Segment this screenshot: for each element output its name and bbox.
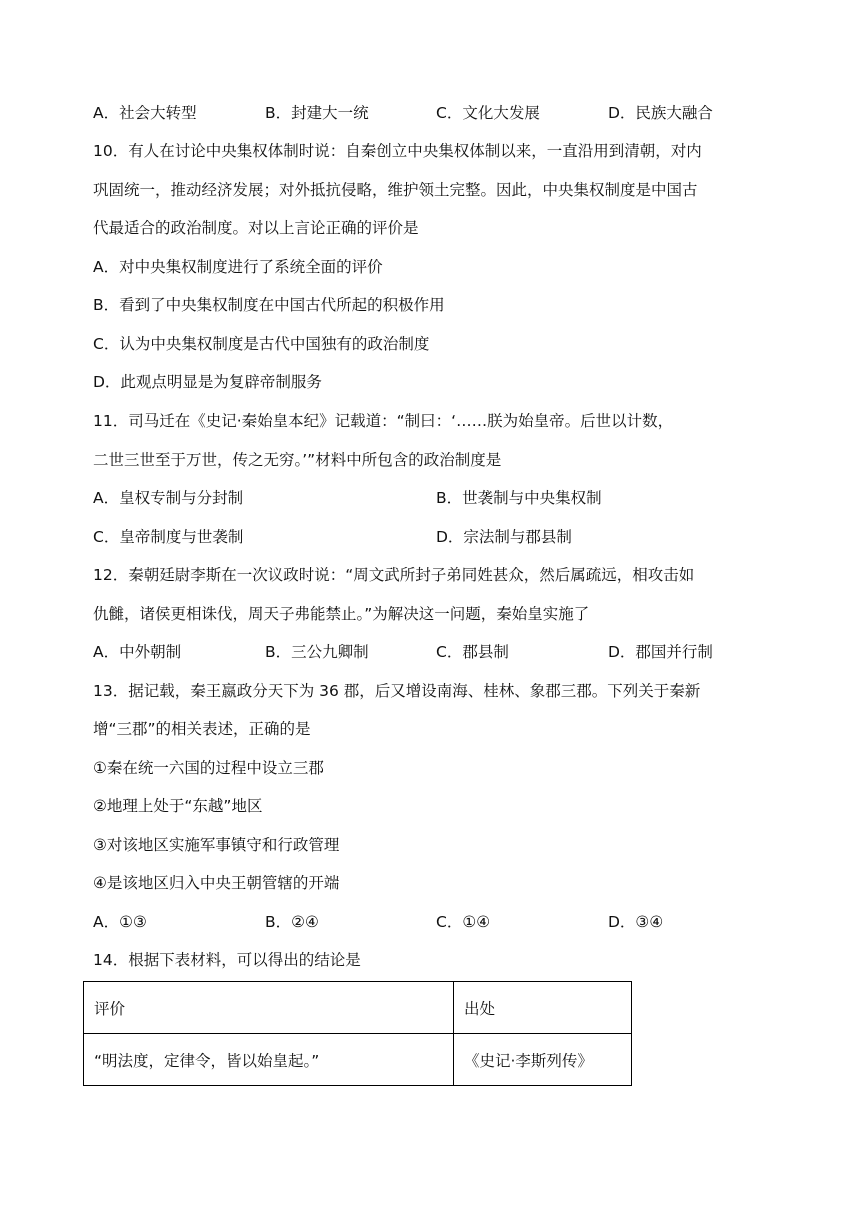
table-header-evaluation: 评价 [84,982,454,1034]
q10-stem-line-1: 10．有人在讨论中央集权体制时说：自秦创立中央集权体制以来，一直沿用到清朝，对内 [93,142,702,160]
table-header-row [84,982,632,1034]
q13-option-b: B．②④ [265,913,319,931]
q13-statement-1: ①秦在统一六国的过程中设立三郡 [93,759,324,777]
q13-statement-3: ③对该地区实施军事镇守和行政管理 [93,836,340,854]
q11-option-b: B．世袭制与中央集权制 [436,489,602,507]
table-cell-quote: “明法度，定律令，皆以始皇起。” [84,1034,454,1086]
table-cell-source: 《史记·李斯列传》 [454,1034,632,1086]
q9-option-c: C．文化大发展 [436,104,540,122]
q10-option-d: D．此观点明显是为复辟帝制服务 [93,373,322,391]
q12-stem-line-1: 12．秦朝廷尉李斯在一次议政时说：“周文武所封子弟同姓甚众，然后属疏远，相攻击如 [93,566,695,584]
q11-stem-line-1: 11．司马迁在《史记·秦始皇本纪》记载道：“制曰：‘……朕为始皇帝。后世以计数， [93,412,674,430]
q12-option-c: C．郡县制 [436,643,509,661]
q9-option-d: D．民族大融合 [608,104,713,122]
q11-option-c: C．皇帝制度与世袭制 [93,528,244,546]
q13-stem-line-1: 13．据记载，秦王嬴政分天下为 36 郡，后又增设南海、桂林、象郡三郡。下列关于秦新 [93,682,701,700]
q10-option-b: B．看到了中央集权制度在中国古代所起的积极作用 [93,296,445,314]
q9-option-b: B．封建大一统 [265,104,369,122]
q10-option-c: C．认为中央集权制度是古代中国独有的政治制度 [93,335,430,353]
q11-option-a: A．皇权专制与分封制 [93,489,244,507]
q14-stem: 14．根据下表材料，可以得出的结论是 [93,951,361,969]
q13-option-d: D．③④ [608,913,664,931]
q13-option-c: C．①④ [436,913,491,931]
q13-statement-4: ④是该地区归入中央王朝管辖的开端 [93,874,340,892]
q13-statement-2: ②地理上处于“东越”地区 [93,797,263,815]
q12-option-b: B．三公九卿制 [265,643,369,661]
q11-stem-line-2: 二世三世至于万世，传之无穷。’”材料中所包含的政治制度是 [93,451,502,469]
q11-option-d: D．宗法制与郡县制 [436,528,572,546]
table-row [84,1034,632,1086]
q10-stem-line-2: 巩固统一，推动经济发展；对外抵抗侵略，维护领土完整。因此，中央集权制度是中国古 [93,181,698,199]
q10-option-a: A．对中央集权制度进行了系统全面的评价 [93,258,383,276]
q13-option-a: A．①③ [93,913,147,931]
q12-option-a: A．中外朝制 [93,643,182,661]
q9-option-a: A．社会大转型 [93,104,197,122]
q10-stem-line-3: 代最适合的政治制度。对以上言论正确的评价是 [93,219,419,237]
q12-stem-line-2: 仇雠，诸侯更相诛伐，周天子弗能禁止。”为解决这一问题，秦始皇实施了 [93,605,590,623]
q13-stem-line-2: 增“三郡”的相关表述，正确的是 [93,720,311,738]
q14-source-table [83,981,632,1086]
q12-option-d: D．郡国并行制 [608,643,713,661]
table-header-source: 出处 [454,982,632,1034]
